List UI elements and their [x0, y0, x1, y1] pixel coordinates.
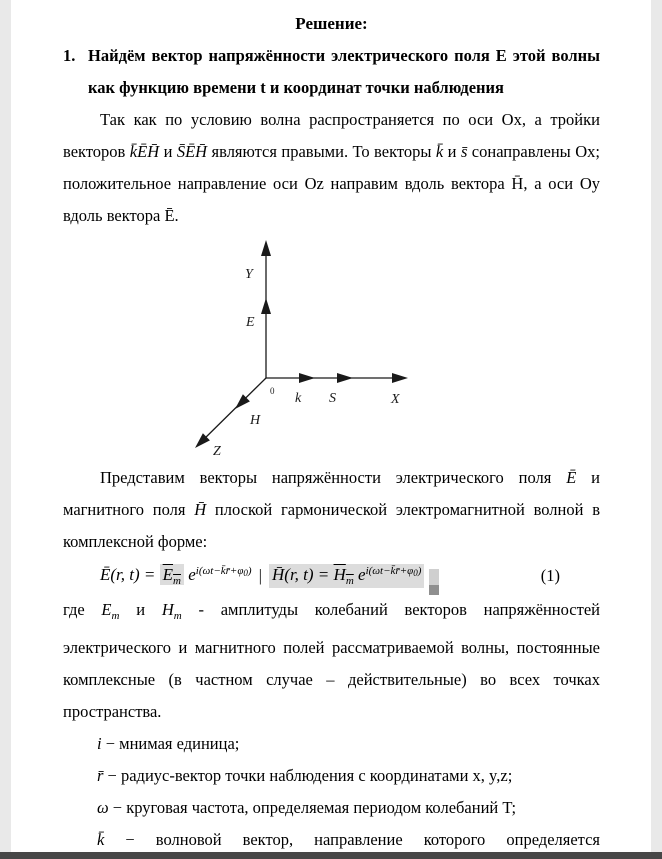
item-text: Найдём вектор напряжённости электрического поля Е этой волны как функцию времени t и координат точки наблюдения — [88, 46, 600, 97]
eq1-exponent-sub: 0 — [243, 568, 248, 578]
definition-angular-frequency: ω − круговая частота, определяемая периодом колебаний T; — [97, 798, 517, 817]
eq2-lhs: H̄(r, t) = — [272, 565, 334, 584]
eq1-amplitude-sub: m — [173, 575, 181, 587]
label-k-vector: k — [295, 391, 302, 406]
equation-electric-field[interactable] — [100, 565, 252, 587]
label-e-vector: E — [246, 315, 255, 330]
z-axis-line — [199, 378, 266, 444]
eq1-exponent: i(ωt−k̄r̄+φ — [195, 565, 244, 577]
definition-wave-vector: k̄ − волновой вектор, направление которого определяется — [97, 830, 600, 849]
k-vector-arrow-icon — [299, 373, 315, 383]
definition-radius-vector: r̄ − радиус-вектор точки наблюдения с координатами x, y,z; — [97, 766, 513, 785]
solution-heading: Решение: — [295, 14, 368, 33]
eq1-exp-base: e — [183, 565, 196, 584]
paragraph-where: где $E_m$ и $H_m$ - амплитуды колебаний векторов напряжённостей электрического и магнитного полей рассматриваемой волны, постоянные комплексные (в частном случае – действительные) во всех точках пространства. — [63, 600, 600, 721]
eq2-exponent-close: ) — [417, 565, 422, 577]
x-axis-arrow-icon — [392, 373, 408, 383]
eq1-amplitude: E — [162, 565, 174, 584]
axes-svg — [169, 236, 419, 458]
equation-separator: | — [258, 566, 262, 585]
e-vector-arrow-icon — [261, 298, 271, 314]
s-vector-arrow-icon — [337, 373, 353, 383]
paragraph-represent: Представим векторы напряжённости электрического поля Ē и магнитного поля H̄ плоской гармонической электромагнитной волной в комплексной форме: — [63, 468, 600, 551]
eq1-exponent-close: ) — [247, 565, 252, 577]
equation-object-scrollbar[interactable] — [429, 569, 439, 595]
label-h-vector: H — [250, 413, 261, 428]
eq2-amplitude-field — [333, 565, 354, 587]
label-s-vector: S — [329, 391, 336, 406]
eq1-amplitude-field[interactable] — [160, 564, 184, 585]
equation-magnetic-field[interactable] — [269, 564, 424, 588]
eq1-lhs: Ē(r, t) = — [100, 565, 160, 584]
y-axis-arrow-icon — [261, 240, 271, 256]
equation-number: (1) — [540, 566, 560, 585]
document-page — [11, 0, 651, 852]
numbered-item-1 — [63, 40, 600, 104]
paragraph-conditions: Так как по условию волна распространяется по оси Ох, а тройки векторов k̄ĒH̄ и S̄ĒH̄ являются правыми. То векторы k̄ и s̄ сонаправлены Ох; положительное направление оси Oz направим вдоль вектора H̄, а оси Оу вдоль вектора Ē. — [63, 110, 600, 225]
eq2-amplitude: H — [333, 565, 346, 584]
eq2-exp-base: e — [353, 565, 366, 584]
label-origin: 0 — [270, 386, 275, 396]
definition-imaginary-unit: i − мнимая единица; — [97, 734, 240, 753]
scrollbar-thumb[interactable] — [429, 585, 439, 595]
window-bottom-edge — [0, 852, 662, 859]
label-z-axis: Z — [213, 444, 221, 458]
label-x-axis: X — [391, 392, 400, 407]
coordinate-diagram[interactable] — [169, 236, 600, 458]
item-number: 1. — [63, 46, 76, 65]
eq2-exponent: i(ωt−k̄r̄+φ — [365, 565, 414, 577]
eq2-amplitude-sub: m — [345, 575, 354, 587]
label-y-axis: Y — [245, 267, 253, 282]
eq2-exponent-sub: 0 — [413, 568, 418, 578]
equation-row — [63, 558, 600, 594]
